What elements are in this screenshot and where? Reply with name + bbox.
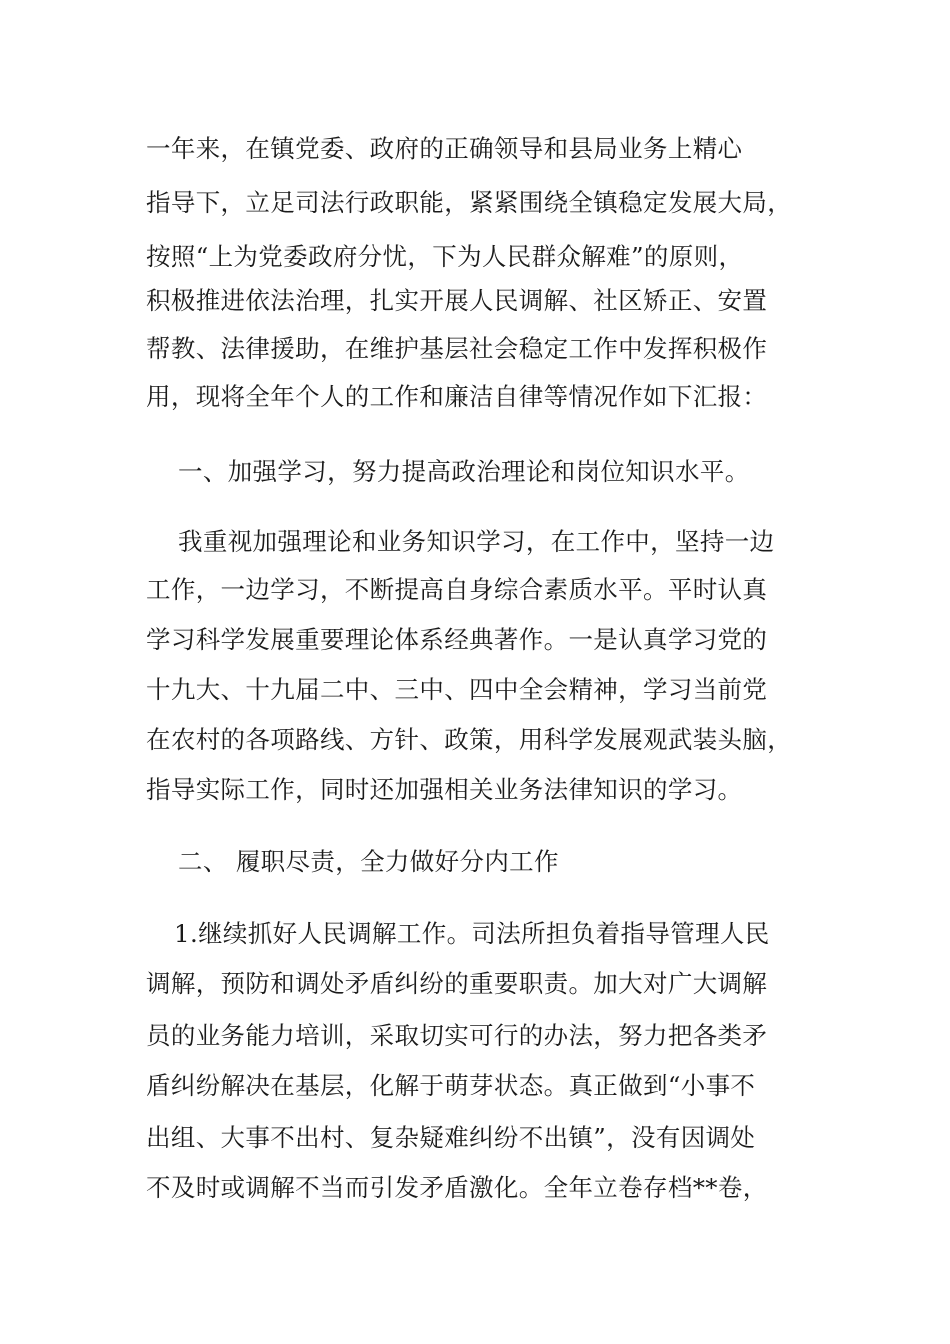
study-line-6: 指导实际工作，同时还加强相关业务法律知识的学习。 <box>146 775 743 804</box>
study-line-3: 学习科学发展重要理论体系经典著作。一是认真学习党的 <box>146 625 768 654</box>
mediation-line-2: 调解，预防和调处矛盾纠纷的重要职责。加大对广大调解 <box>146 969 768 998</box>
intro-line-3: 按照“上为党委政府分忧，下为人民群众解难”的原则， <box>146 242 744 271</box>
intro-line-4: 积极推进依法治理，扎实开展人民调解、社区矫正、安置 <box>146 286 768 315</box>
mediation-line-1: 1.继续抓好人民调解工作。司法所担负着指导管理人民 <box>174 919 770 948</box>
mediation-line-3: 员的业务能力培训，采取切实可行的办法，努力把各类矛 <box>146 1021 768 1050</box>
study-line-5: 在农村的各项路线、方针、政策，用科学发展观武装头脑， <box>146 725 793 754</box>
intro-line-5: 帮教、法律援助，在维护基层社会稳定工作中发挥积极作 <box>146 334 768 363</box>
section-heading-1: 一、加强学习，努力提高政治理论和岗位知识水平。 <box>178 457 750 486</box>
section-heading-2: 二、 履职尽责，全力做好分内工作 <box>178 847 559 876</box>
study-line-4: 十九大、十九届二中、三中、四中全会精神，学习当前党 <box>146 675 768 704</box>
study-line-2: 工作，一边学习，不断提高自身综合素质水平。平时认真 <box>146 575 768 604</box>
mediation-line-4: 盾纠纷解决在基层，化解于萌芽状态。真正做到“小事不 <box>146 1071 756 1100</box>
mediation-line-6: 不及时或调解不当而引发矛盾激化。全年立卷存档**卷， <box>146 1173 768 1202</box>
intro-line-2: 指导下，立足司法行政职能，紧紧围绕全镇稳定发展大局， <box>146 188 793 217</box>
intro-line-1: 一年来，在镇党委、政府的正确领导和县局业务上精心 <box>146 134 743 163</box>
study-line-1: 我重视加强理论和业务知识学习，在工作中，坚持一边 <box>178 527 775 556</box>
mediation-line-5: 出组、大事不出村、复杂疑难纠纷不出镇”，没有因调处 <box>146 1123 756 1152</box>
intro-line-6: 用，现将全年个人的工作和廉洁自律等情况作如下汇报： <box>146 382 768 411</box>
